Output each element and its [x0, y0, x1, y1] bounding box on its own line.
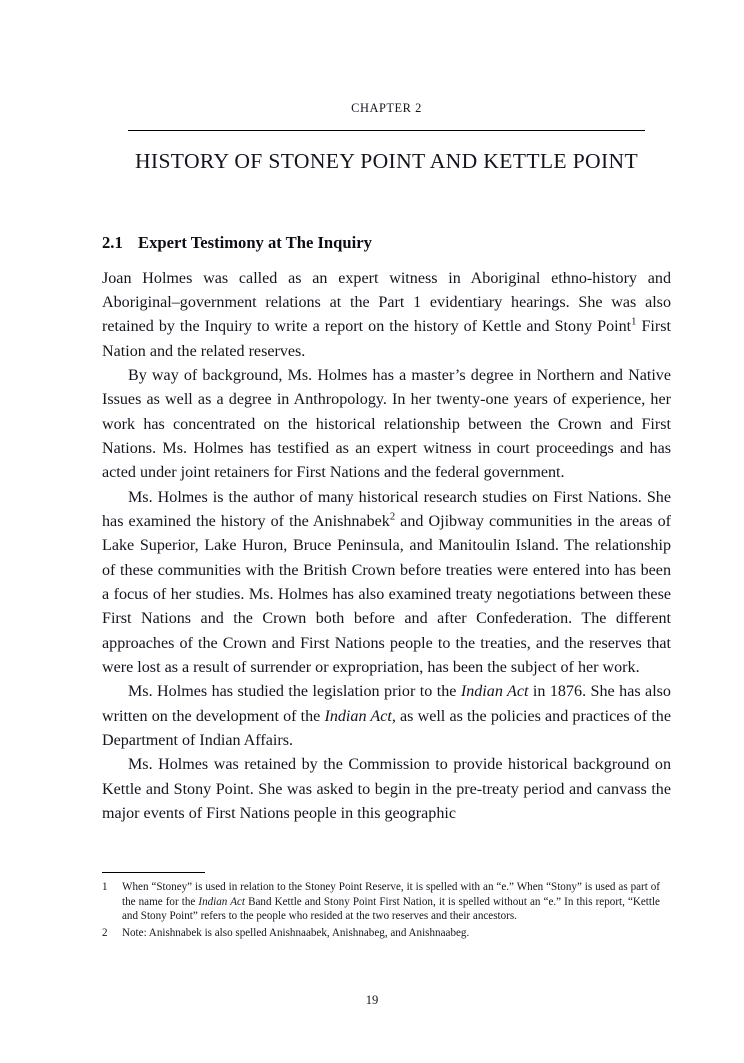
paragraph-3	[102, 486, 671, 681]
footnote-number: 1	[102, 881, 108, 893]
body-content	[102, 232, 671, 826]
footnote-text	[122, 926, 660, 941]
section-number: 2.1	[102, 233, 123, 252]
chapter-divider-rule	[128, 130, 645, 131]
footnote-item	[102, 880, 660, 924]
paragraph-1-text-a: Joan Holmes was called as an expert witness in Aboriginal ethno-history and Aboriginal–government relations at the Part 1 evidentiary hearings. She was also retained by the Inquiry to write a report on the history of Kettle and Stony Point	[102, 269, 671, 336]
chapter-header	[128, 101, 645, 189]
footnote-item	[102, 926, 660, 941]
footnote-text	[122, 880, 660, 924]
chapter-label: CHAPTER 2	[351, 101, 422, 115]
paragraph-3-text-a: Ms. Holmes is the author of many historical research studies on First Nations. She has examined the history of the Anishnabek	[102, 488, 671, 530]
paragraph-3-text-b: and Ojibway communities in the areas of Lake Superior, Lake Huron, Bruce Peninsula, and Manitoulin Island. The relationship of these communities with the British Crown before treaties were entered into has been a focus of her studies. Ms. Holmes has also examined treaty negotiations between these First Nations and the Crown both before and after Confederation. The different approaches of the Crown and First Nations people to the treaties, and the reserves that were lost as a result of surrender or expropriation, has been the subject of her work.	[102, 513, 671, 677]
footnote-text-a: When “Stoney” is used in relation to the Stoney Point Reserve, it is spelled with an “e.” When “Stony” is used as part of the name for the	[122, 881, 660, 908]
paragraph-1-text-b: First Nation and the related reserves.	[102, 318, 671, 360]
footnote-separator-rule	[102, 872, 205, 873]
paragraph-4	[102, 680, 671, 753]
paragraph-4-text-a: Ms. Holmes has studied the legislation prior to the	[128, 683, 461, 701]
section-heading	[102, 232, 671, 254]
page-number: 19	[365, 993, 379, 1007]
paragraph-4-text-b: in 1876. She has also written on the development of the	[102, 683, 671, 725]
footnote-text-a: Note: Anishnabek is also spelled Anishnaabek, Anishnabeg, and Anishnaabeg.	[122, 926, 470, 939]
indian-act-citation-2: Indian Act	[324, 707, 392, 725]
paragraph-2: By way of background, Ms. Holmes has a master’s degree in Northern and Native Issues as well as a degree in Anthropology. In her twenty-one years of experience, her work has concentrated on the historical relationship between the Crown and First Nations. Ms. Holmes has testified as an expert witness in court proceedings and has acted under joint retainers for First Nations and the federal government.	[102, 366, 671, 482]
paragraph-4-text-c: , as well as the policies and practices of the Department of Indian Affairs.	[102, 707, 671, 750]
footnote-ref-1[interactable]: 1	[631, 316, 637, 328]
footnote-italic: Indian Act	[198, 895, 246, 908]
paragraph-1	[102, 267, 671, 364]
footnote-text-b: Band Kettle and Stony Point First Nation, it is spelled without an “e.” In this report, “Kettle and Stony Point” refers to the people who resided at the two reserves and their ancestors.	[122, 895, 660, 923]
indian-act-citation-1: Indian Act	[460, 683, 529, 701]
chapter-title: HISTORY OF STONEY POINT AND KETTLE POINT	[134, 148, 639, 173]
paragraph-5: Ms. Holmes was retained by the Commission to provide historical background on Kettle and Stony Point. She was asked to begin in the pre-treaty period and canvass the major events of First Nations people in this geographic	[102, 756, 671, 823]
footnote-number: 2	[102, 926, 108, 939]
section-title: Expert Testimony at The Inquiry	[138, 233, 372, 252]
footnote-ref-2[interactable]: 2	[389, 511, 396, 523]
footnotes-section	[102, 872, 660, 942]
